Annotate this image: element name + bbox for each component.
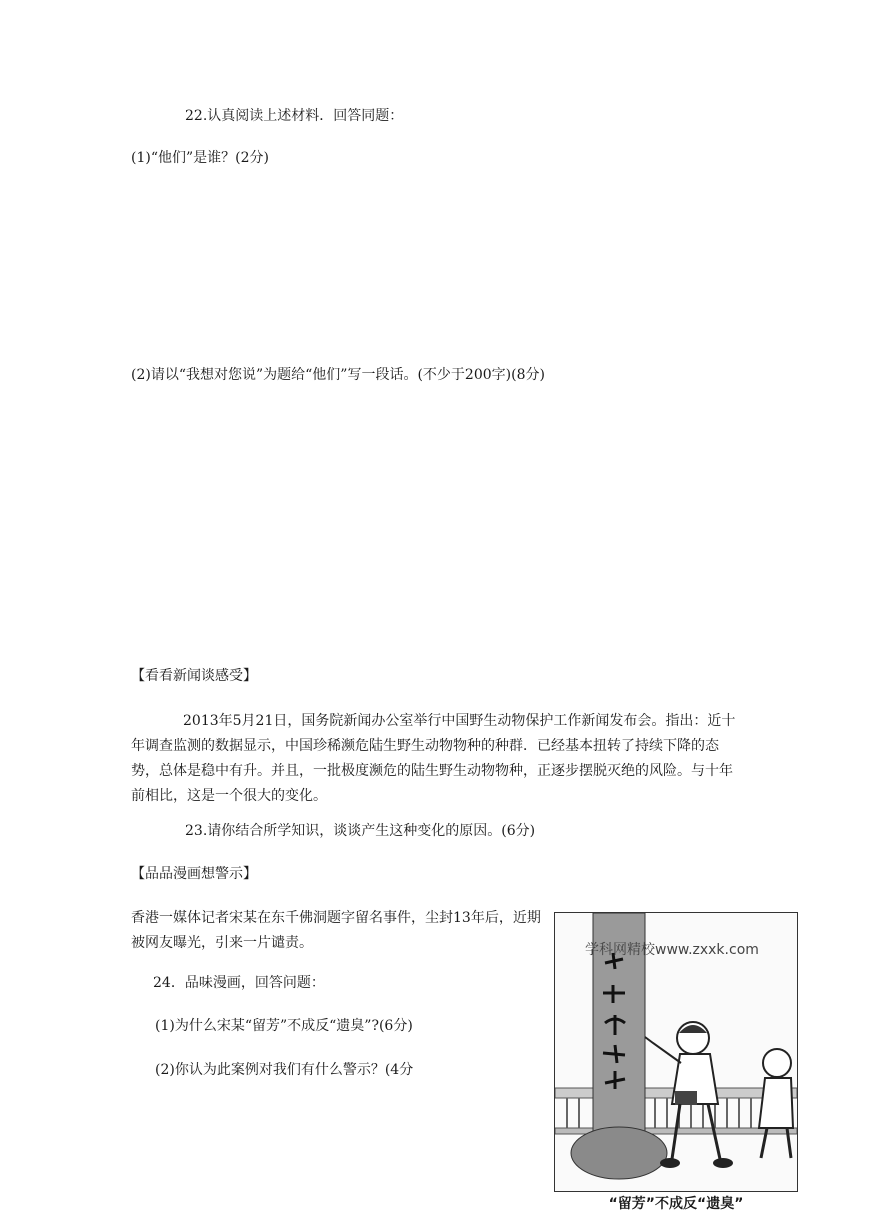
question-24: 24．品味漫画，回答问题： xyxy=(153,975,325,991)
question-24-part-2: (2)你认为此案例对我们有什么警示？(4分 xyxy=(155,1062,414,1078)
comic-intro-paragraph: 香港一媒体记者宋某在东千佛洞题字留名事件，尘封13年后，近期被网友曝光，引来一片谴责。 xyxy=(131,910,541,951)
question-24-part-1: (1)为什么宋某“留芳”不成反“遗臭”?(6分) xyxy=(155,1018,413,1034)
question-22-part-1: (1)“他们”是谁？(2分) xyxy=(131,150,269,166)
cartoon-watermark: 学科网精校www.zxxk.com xyxy=(585,942,759,958)
news-paragraph-text: 2013年5月21日，国务院新闻办公室举行中国野生动物保护工作新闻发布会。指出：近十年调查监测的数据显示，中国珍稀濒危陆生野生动物物种的种群．已经基本扭转了持续下降的态势，总体是稳中有升。并且，一批极度濒危的陆生野生动物物种，正逐步摆脱灭绝的风险。与十年前相比，这是一个很大的变化。 xyxy=(131,713,736,804)
section-header-comic: 【品品漫画想警示】 xyxy=(131,866,257,882)
cartoon-image xyxy=(554,912,798,1192)
news-paragraph xyxy=(131,709,741,809)
question-22-part-2: (2)请以“我想对您说”为题给“他们”写一段话。(不少于200字)(8分) xyxy=(131,367,545,383)
question-23: 23.请你结合所学知识，谈谈产生这种变化的原因。(6分) xyxy=(185,823,536,839)
cartoon-caption: “留芳”不成反“遗臭” xyxy=(608,1196,744,1212)
section-header-news: 【看看新闻谈感受】 xyxy=(131,668,257,684)
question-22-title: 22.认真阅读上述材料．回答同题： xyxy=(185,108,404,124)
